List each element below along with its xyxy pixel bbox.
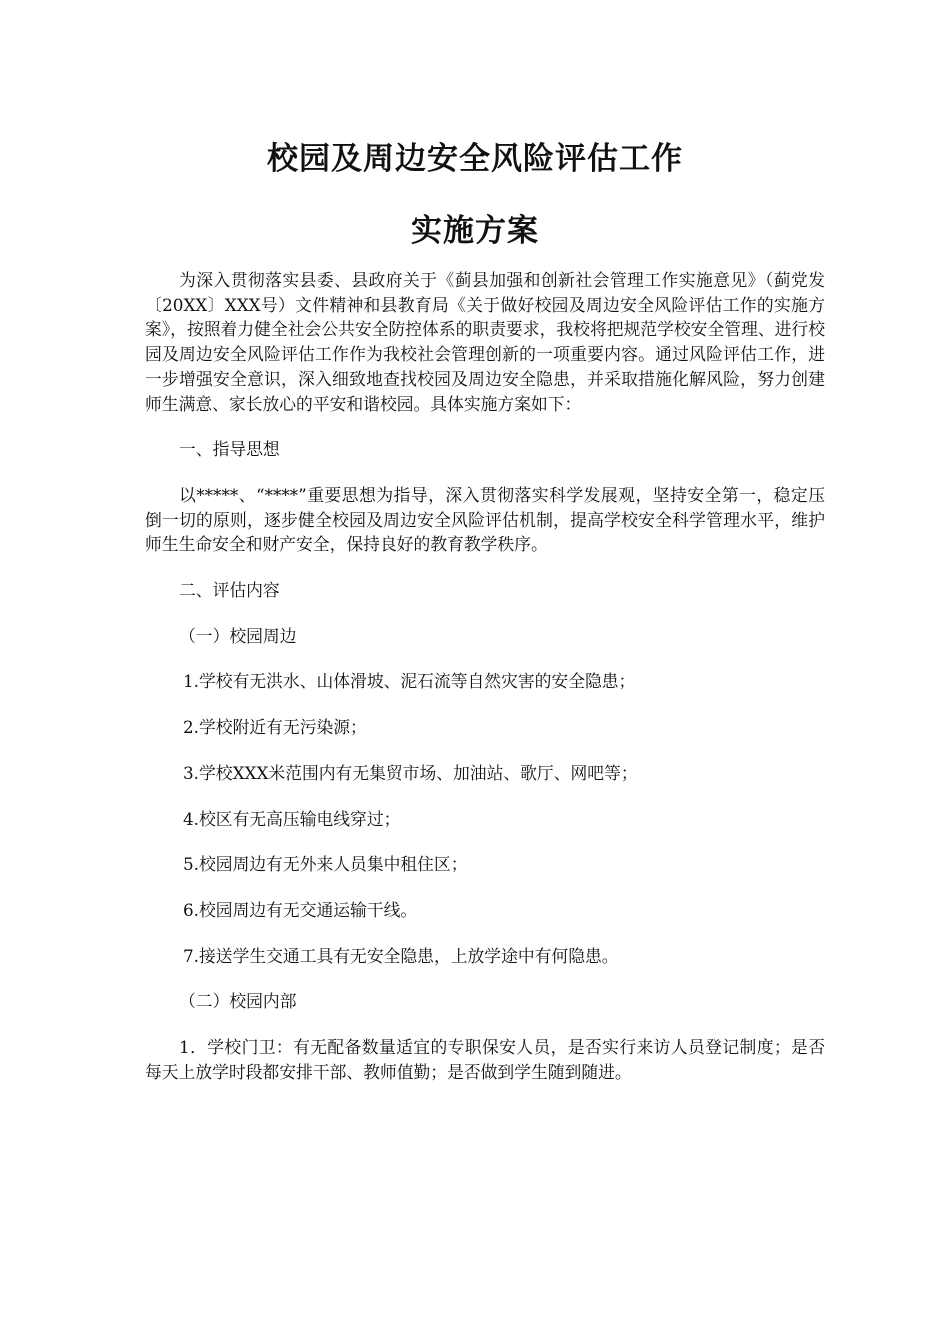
- intro-paragraph: 为深入贯彻落实县委、县政府关于《蓟县加强和创新社会管理工作实施意见》（蓟党发〔20XX〕XXX号）文件精神和县教育局《关于做好校园及周边安全风险评估工作的实施方案》，按照着力健全社会公共安全防控体系的职责要求，我校将把规范学校安全管理、进行校园及周边安全风险评估工作作为我校社会管理创新的一项重要内容。通过风险评估工作，进一步增强安全意识，深入细致地查找校园及周边安全隐患，并采取措施化解风险，努力创建师生满意、家长放心的平安和谐校园。具体实施方案如下：: [145, 270, 825, 414]
- document-title-line1: 校园及周边安全风险评估工作: [267, 141, 683, 177]
- section1-paragraph: 以*****、“****”重要思想为指导，深入贯彻落实科学发展观，坚持安全第一，稳定压倒一切的原则，逐步健全校园及周边安全风险评估机制，提高学校安全科学管理水平，维护师生生命安全和财产安全，保持良好的教育教学秩序。: [145, 484, 825, 555]
- section1-heading: 一、指导思想: [179, 439, 280, 460]
- list-item: 7.接送学生交通工具有无安全隐患，上放学途中有何隐患。: [183, 945, 619, 966]
- list-item: 6.校园周边有无交通运输干线。: [183, 899, 418, 920]
- list-item: 2.学校附近有无污染源；: [183, 717, 367, 738]
- list-item: 3.学校XXX米范围内有无集贸市场、加油站、歌厅、网吧等；: [183, 762, 638, 783]
- document-title-line2: 实施方案: [411, 213, 539, 249]
- list-item: 4.校区有无高压输电线穿过；: [183, 808, 401, 829]
- sub2-heading: （二）校园内部: [179, 991, 297, 1012]
- section2-heading: 二、评估内容: [179, 580, 280, 601]
- sub1-heading: （一）校园周边: [179, 625, 297, 646]
- document-body: [145, 268, 825, 1105]
- list-item: 5.校园周边有无外来人员集中租住区；: [183, 854, 468, 875]
- sub2-paragraph: 1．学校门卫：有无配备数量适宜的专职保安人员，是否实行来访人员登记制度；是否每天上放学时段都安排干部、教师值勤；是否做到学生随到随进。: [145, 1037, 825, 1082]
- list-item: 1.学校有无洪水、山体滑坡、泥石流等自然灾害的安全隐患；: [183, 671, 636, 692]
